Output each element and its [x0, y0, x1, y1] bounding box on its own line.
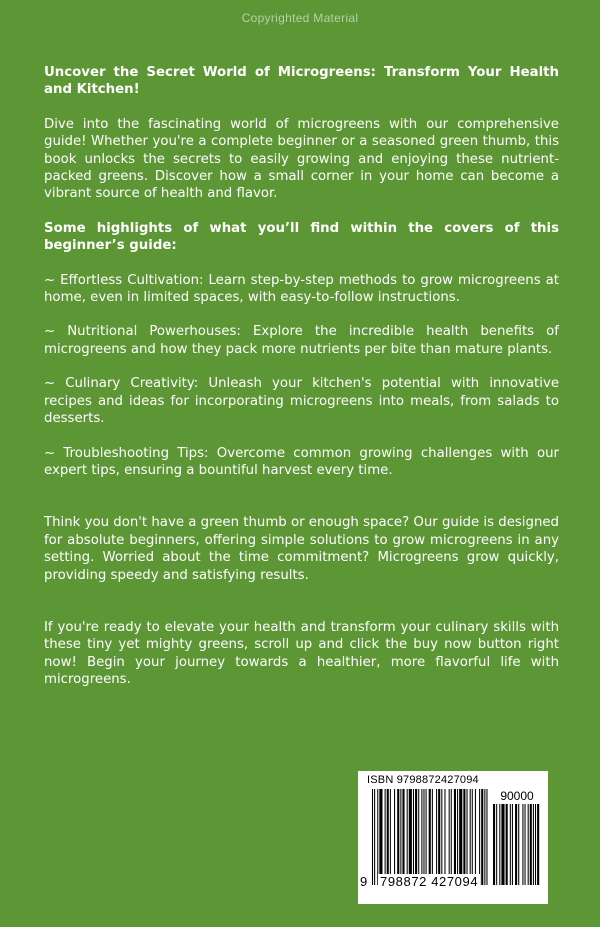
barcode-bar: [533, 804, 534, 885]
barcode-bar: [397, 789, 399, 885]
barcode-bar: [432, 789, 433, 885]
barcode-bar: [454, 789, 456, 885]
barcode-bar: [515, 804, 517, 885]
barcode-bar: [479, 789, 480, 885]
barcode-bar: [426, 789, 427, 885]
barcode-bar: [436, 789, 437, 885]
barcode-bar: [493, 804, 495, 885]
barcode-bar: [394, 789, 395, 885]
barcode-bar: [374, 789, 375, 885]
barcode-bar: [486, 789, 487, 885]
ean-first-digit: 9: [360, 874, 368, 889]
isbn-barcode: [358, 771, 548, 904]
highlight-item: ~ Effortless Cultivation: Learn step-by-step methods to grow microgreens at home, even in limited spaces, with easy-to-follow instructions.: [44, 272, 559, 306]
barcode-bar: [475, 789, 476, 885]
barcode-bar: [506, 804, 508, 885]
description-text: [44, 64, 559, 689]
barcode-bar: [438, 789, 440, 885]
barcode-bar: [530, 804, 532, 885]
barcode-bar: [451, 789, 452, 885]
barcode-bar: [481, 789, 483, 885]
highlight-item: ~ Culinary Creativity: Unleash your kitchen's potential with innovative recipes and ideas for incorporating microgreens into meals, from salads to desserts.: [44, 376, 559, 427]
isbn-label: ISBN 9798872427094: [367, 774, 479, 786]
ean-barcode-bars: [372, 789, 488, 885]
price-addon-number: 90000: [500, 789, 534, 803]
highlights-heading: Some highlights of what you’ll find within the covers of this beginner’s guide:: [44, 220, 559, 254]
barcode-bar: [400, 789, 401, 885]
barcode-bar: [501, 804, 504, 885]
barcode-bar: [441, 789, 442, 885]
barcode-bar: [409, 789, 412, 885]
barcode-bar: [379, 789, 382, 885]
barcode-bar: [449, 789, 450, 885]
barcode-bar: [467, 789, 468, 885]
cta-paragraph: If you're ready to elevate your health and transform your culinary skills with these tiny yet mighty greens, scroll up and click the buy now button right now! Begin your journey towards a healthier, more flavorful life with microgreens.: [44, 619, 559, 688]
barcode-bar: [528, 804, 529, 885]
barcode-bar: [429, 789, 431, 885]
barcode-bar: [496, 804, 497, 885]
barcode-bar: [484, 789, 485, 885]
barcode-bar: [470, 789, 471, 885]
barcode-bar: [522, 804, 523, 885]
barcode-bar: [459, 789, 462, 885]
barcode-bar: [418, 789, 419, 885]
barcode-bar: [499, 804, 500, 885]
barcode-bar: [525, 804, 526, 885]
copyright-watermark: Copyrighted Material: [241, 11, 359, 25]
barcode-bar: [510, 804, 511, 885]
barcode-bar: [387, 789, 389, 885]
barcode-bar: [413, 789, 414, 885]
barcode-bar: [402, 789, 404, 885]
barcode-bar: [372, 789, 373, 885]
barcode-bar: [421, 789, 422, 885]
highlight-item: ~ Nutritional Powerhouses: Explore the incredible health benefits of microgreens and how they pack more nutrients per bite than mature plants.: [44, 324, 559, 357]
barcode-bar: [390, 789, 391, 885]
barcode-bar: [463, 789, 465, 885]
barcode-bar: [423, 789, 424, 885]
barcode-bar: [385, 789, 386, 885]
barcode-bar: [407, 789, 408, 885]
barcode-bar: [535, 804, 536, 885]
barcode-bar: [518, 804, 519, 885]
barcode-bar: [444, 789, 445, 885]
barcode-bar: [415, 789, 417, 885]
ean-digits: 798872 427094: [380, 874, 479, 889]
barcode-bar: [537, 804, 539, 885]
barcode-bar: [512, 804, 513, 885]
addon-barcode-bars: [493, 804, 541, 885]
barcode-bar: [377, 789, 378, 885]
headline: Uncover the Secret World of Microgreens: Transform Your Health and Kitchen!: [44, 65, 559, 98]
intro-paragraph: Dive into the fascinating world of microgreens with our comprehensive guide! Whether you're a complete beginner or a seasoned green thumb, this book unlocks the secrets to easily growing and enjoying these nutrient-packed greens. Discover how a small corner in your home can become a vibrant source of health and flavor.: [44, 116, 559, 202]
space-paragraph: Think you don't have a green thumb or enough space? Our guide is designed for absolute beginners, offering simple solutions to grow microgreens in any setting. Worried about the time commitment? Microgreens grow quickly, providing speedy and satisfying results.: [44, 515, 559, 583]
highlight-item: ~ Troubleshooting Tips: Overcome common growing challenges with our expert tips, ensuring a bountiful harvest every time.: [44, 445, 559, 478]
barcode-bar: [457, 789, 458, 885]
barcode-bar: [472, 789, 473, 885]
